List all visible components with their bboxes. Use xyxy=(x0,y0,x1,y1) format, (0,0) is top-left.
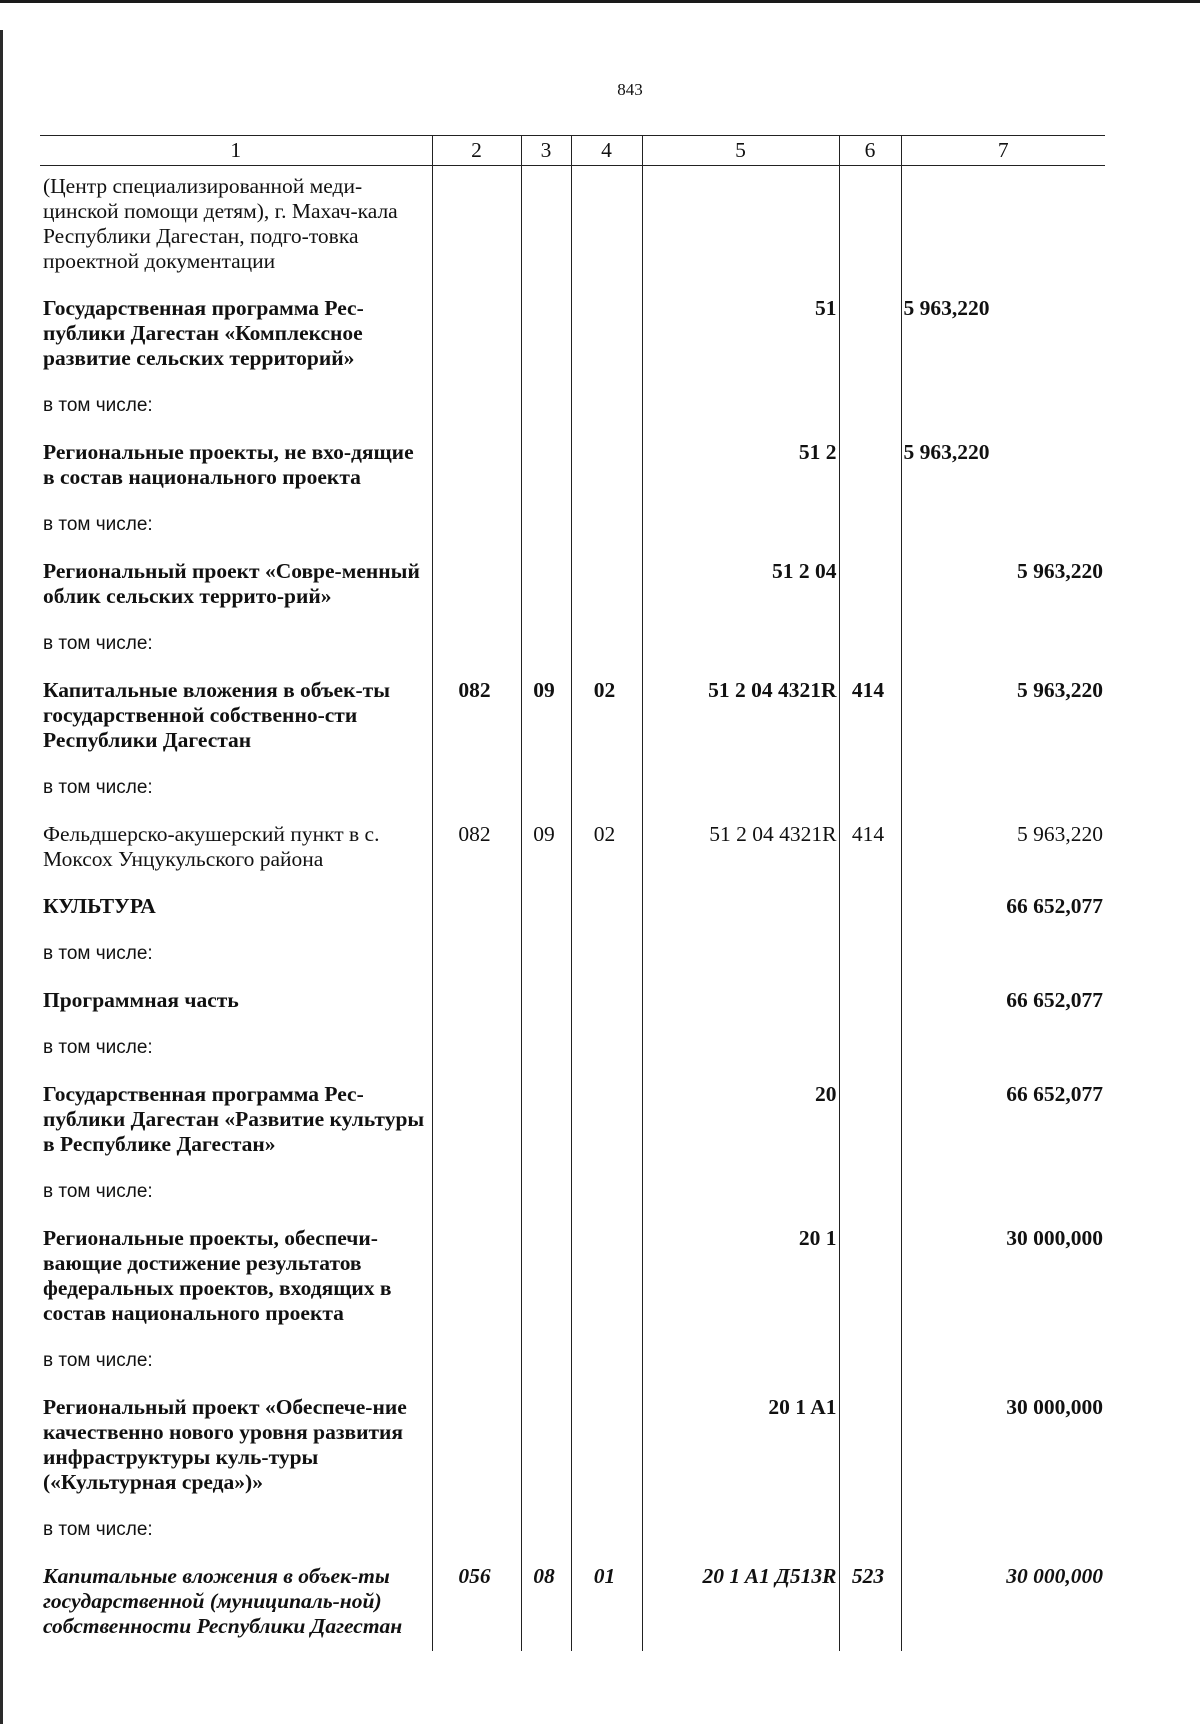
cell-col4 xyxy=(571,1383,642,1505)
cell-col7: 5 963,220 xyxy=(901,284,1105,381)
cell-col6 xyxy=(839,166,901,285)
table-row xyxy=(40,428,1105,500)
table-row xyxy=(40,1505,1105,1552)
row-name: Капитальные вложения в объек-ты государственной собственно-сти Республики Дагестан xyxy=(43,678,390,752)
table-row xyxy=(40,1383,1105,1505)
table-row xyxy=(40,547,1105,619)
row-subheading: в том числе: xyxy=(43,1037,153,1058)
cell-col5: 20 1 A1 Д513R xyxy=(642,1552,839,1651)
row-subheading: в том числе: xyxy=(43,395,153,416)
column-header: 7 xyxy=(901,136,1105,166)
cell-col3 xyxy=(521,547,571,619)
cell-col4: 02 xyxy=(571,666,642,763)
row-name: Региональные проекты, обеспечи-вающие достижение результатов федеральных проектов, входящих в состав национального проекта xyxy=(43,1226,392,1325)
cell-col2 xyxy=(432,284,521,381)
table-row xyxy=(40,1336,1105,1383)
cell-col2 xyxy=(432,1214,521,1336)
cell-col2: 082 xyxy=(432,666,521,763)
cell-col2 xyxy=(432,976,521,1023)
cell-col7 xyxy=(901,166,1105,285)
cell-col4 xyxy=(571,976,642,1023)
cell-col4 xyxy=(571,428,642,500)
scan-edge-left xyxy=(0,30,3,1724)
cell-col2 xyxy=(432,882,521,929)
row-name: Фельдшерско-акушерский пункт в с. Моксох Унцукульского района xyxy=(43,822,380,871)
row-subheading: в том числе: xyxy=(43,633,153,654)
cell-col7: 66 652,077 xyxy=(901,1070,1105,1167)
row-name: Капитальные вложения в объек-ты государственной (муниципаль-ной) собственности Республики Дагестан xyxy=(43,1564,403,1638)
cell-col5: 51 2 04 4321R xyxy=(642,810,839,882)
cell-col6: 414 xyxy=(839,666,901,763)
table-row xyxy=(40,381,1105,428)
cell-col4 xyxy=(571,547,642,619)
cell-col6 xyxy=(839,882,901,929)
cell-col2 xyxy=(432,1383,521,1505)
page-number: 843 xyxy=(617,80,643,99)
cell-col3: 09 xyxy=(521,810,571,882)
cell-col6 xyxy=(839,976,901,1023)
cell-col5: 20 xyxy=(642,1070,839,1167)
row-name: Региональные проекты, не вхо-дящие в состав национального проекта xyxy=(43,440,414,489)
table-row xyxy=(40,1552,1105,1651)
row-name: Государственная программа Рес-публики Дагестан «Комплексное развитие сельских территорий» xyxy=(43,296,364,370)
cell-col4 xyxy=(571,1214,642,1336)
cell-col6 xyxy=(839,1070,901,1167)
cell-col5 xyxy=(642,882,839,929)
table-row xyxy=(40,619,1105,666)
cell-col7: 5 963,220 xyxy=(901,810,1105,882)
column-header: 2 xyxy=(432,136,521,166)
cell-col6 xyxy=(839,1383,901,1505)
row-subheading: в том числе: xyxy=(43,514,153,535)
cell-col4 xyxy=(571,1070,642,1167)
cell-col5 xyxy=(642,976,839,1023)
cell-col5: 20 1 A1 xyxy=(642,1383,839,1505)
cell-col2: 082 xyxy=(432,810,521,882)
table-header-row xyxy=(40,136,1105,166)
cell-col4: 01 xyxy=(571,1552,642,1651)
cell-col5: 51 2 04 4321R xyxy=(642,666,839,763)
cell-col7: 30 000,000 xyxy=(901,1214,1105,1336)
cell-col3 xyxy=(521,1214,571,1336)
cell-col7: 5 963,220 xyxy=(901,666,1105,763)
row-name: Региональный проект «Обеспече-ние качественно нового уровня развития инфраструктуры куль-туры («Культурная среда»)» xyxy=(43,1395,407,1494)
cell-col7: 30 000,000 xyxy=(901,1383,1105,1505)
cell-col2: 056 xyxy=(432,1552,521,1651)
cell-col6 xyxy=(839,284,901,381)
cell-col6 xyxy=(839,547,901,619)
cell-col3: 08 xyxy=(521,1552,571,1651)
table-row xyxy=(40,1023,1105,1070)
row-subheading: в том числе: xyxy=(43,1350,153,1371)
table-row xyxy=(40,1167,1105,1214)
table-row xyxy=(40,976,1105,1023)
budget-table xyxy=(40,135,1105,1651)
row-subheading: в том числе: xyxy=(43,1519,153,1540)
row-name: Программная часть xyxy=(43,988,239,1012)
table-row xyxy=(40,1214,1105,1336)
cell-col5 xyxy=(642,166,839,285)
column-header: 3 xyxy=(521,136,571,166)
table-row xyxy=(40,1070,1105,1167)
cell-col7: 66 652,077 xyxy=(901,976,1105,1023)
cell-col6: 414 xyxy=(839,810,901,882)
table-row xyxy=(40,666,1105,763)
cell-col5: 51 2 xyxy=(642,428,839,500)
cell-col2 xyxy=(432,166,521,285)
cell-col3: 09 xyxy=(521,666,571,763)
column-header: 6 xyxy=(839,136,901,166)
row-subheading: в том числе: xyxy=(43,1181,153,1202)
cell-col7: 5 963,220 xyxy=(901,547,1105,619)
cell-col4 xyxy=(571,284,642,381)
cell-col3 xyxy=(521,284,571,381)
cell-col6 xyxy=(839,1214,901,1336)
cell-col2 xyxy=(432,428,521,500)
cell-col3 xyxy=(521,976,571,1023)
row-subheading: в том числе: xyxy=(43,777,153,798)
row-name: (Центр специализированной меди-цинской помощи детям), г. Махач-кала Республики Дагестан, подго-товка проектной документации xyxy=(43,174,398,273)
cell-col6: 523 xyxy=(839,1552,901,1651)
table-row xyxy=(40,810,1105,882)
cell-col7: 5 963,220 xyxy=(901,428,1105,500)
cell-col3 xyxy=(521,1070,571,1167)
row-name: Региональный проект «Совре-менный облик сельских террито-рий» xyxy=(43,559,420,608)
cell-col7: 30 000,000 xyxy=(901,1552,1105,1651)
row-name: КУЛЬТУРА xyxy=(43,894,156,918)
cell-col3 xyxy=(521,1383,571,1505)
column-header: 1 xyxy=(40,136,432,166)
table-row xyxy=(40,882,1105,929)
table-row xyxy=(40,763,1105,810)
scan-edge-top xyxy=(0,0,1200,3)
table-row xyxy=(40,166,1105,285)
table-row xyxy=(40,929,1105,976)
row-subheading: в том числе: xyxy=(43,943,153,964)
cell-col3 xyxy=(521,882,571,929)
column-header: 4 xyxy=(571,136,642,166)
cell-col5: 51 xyxy=(642,284,839,381)
cell-col3 xyxy=(521,166,571,285)
row-name: Государственная программа Рес-публики Дагестан «Развитие культуры в Республике Дагестан» xyxy=(43,1082,425,1156)
cell-col5: 20 1 xyxy=(642,1214,839,1336)
cell-col2 xyxy=(432,547,521,619)
table-row xyxy=(40,284,1105,381)
cell-col4 xyxy=(571,882,642,929)
cell-col2 xyxy=(432,1070,521,1167)
cell-col4: 02 xyxy=(571,810,642,882)
cell-col5: 51 2 04 xyxy=(642,547,839,619)
column-header: 5 xyxy=(642,136,839,166)
cell-col7: 66 652,077 xyxy=(901,882,1105,929)
cell-col6 xyxy=(839,428,901,500)
cell-col4 xyxy=(571,166,642,285)
table-row xyxy=(40,500,1105,547)
cell-col3 xyxy=(521,428,571,500)
